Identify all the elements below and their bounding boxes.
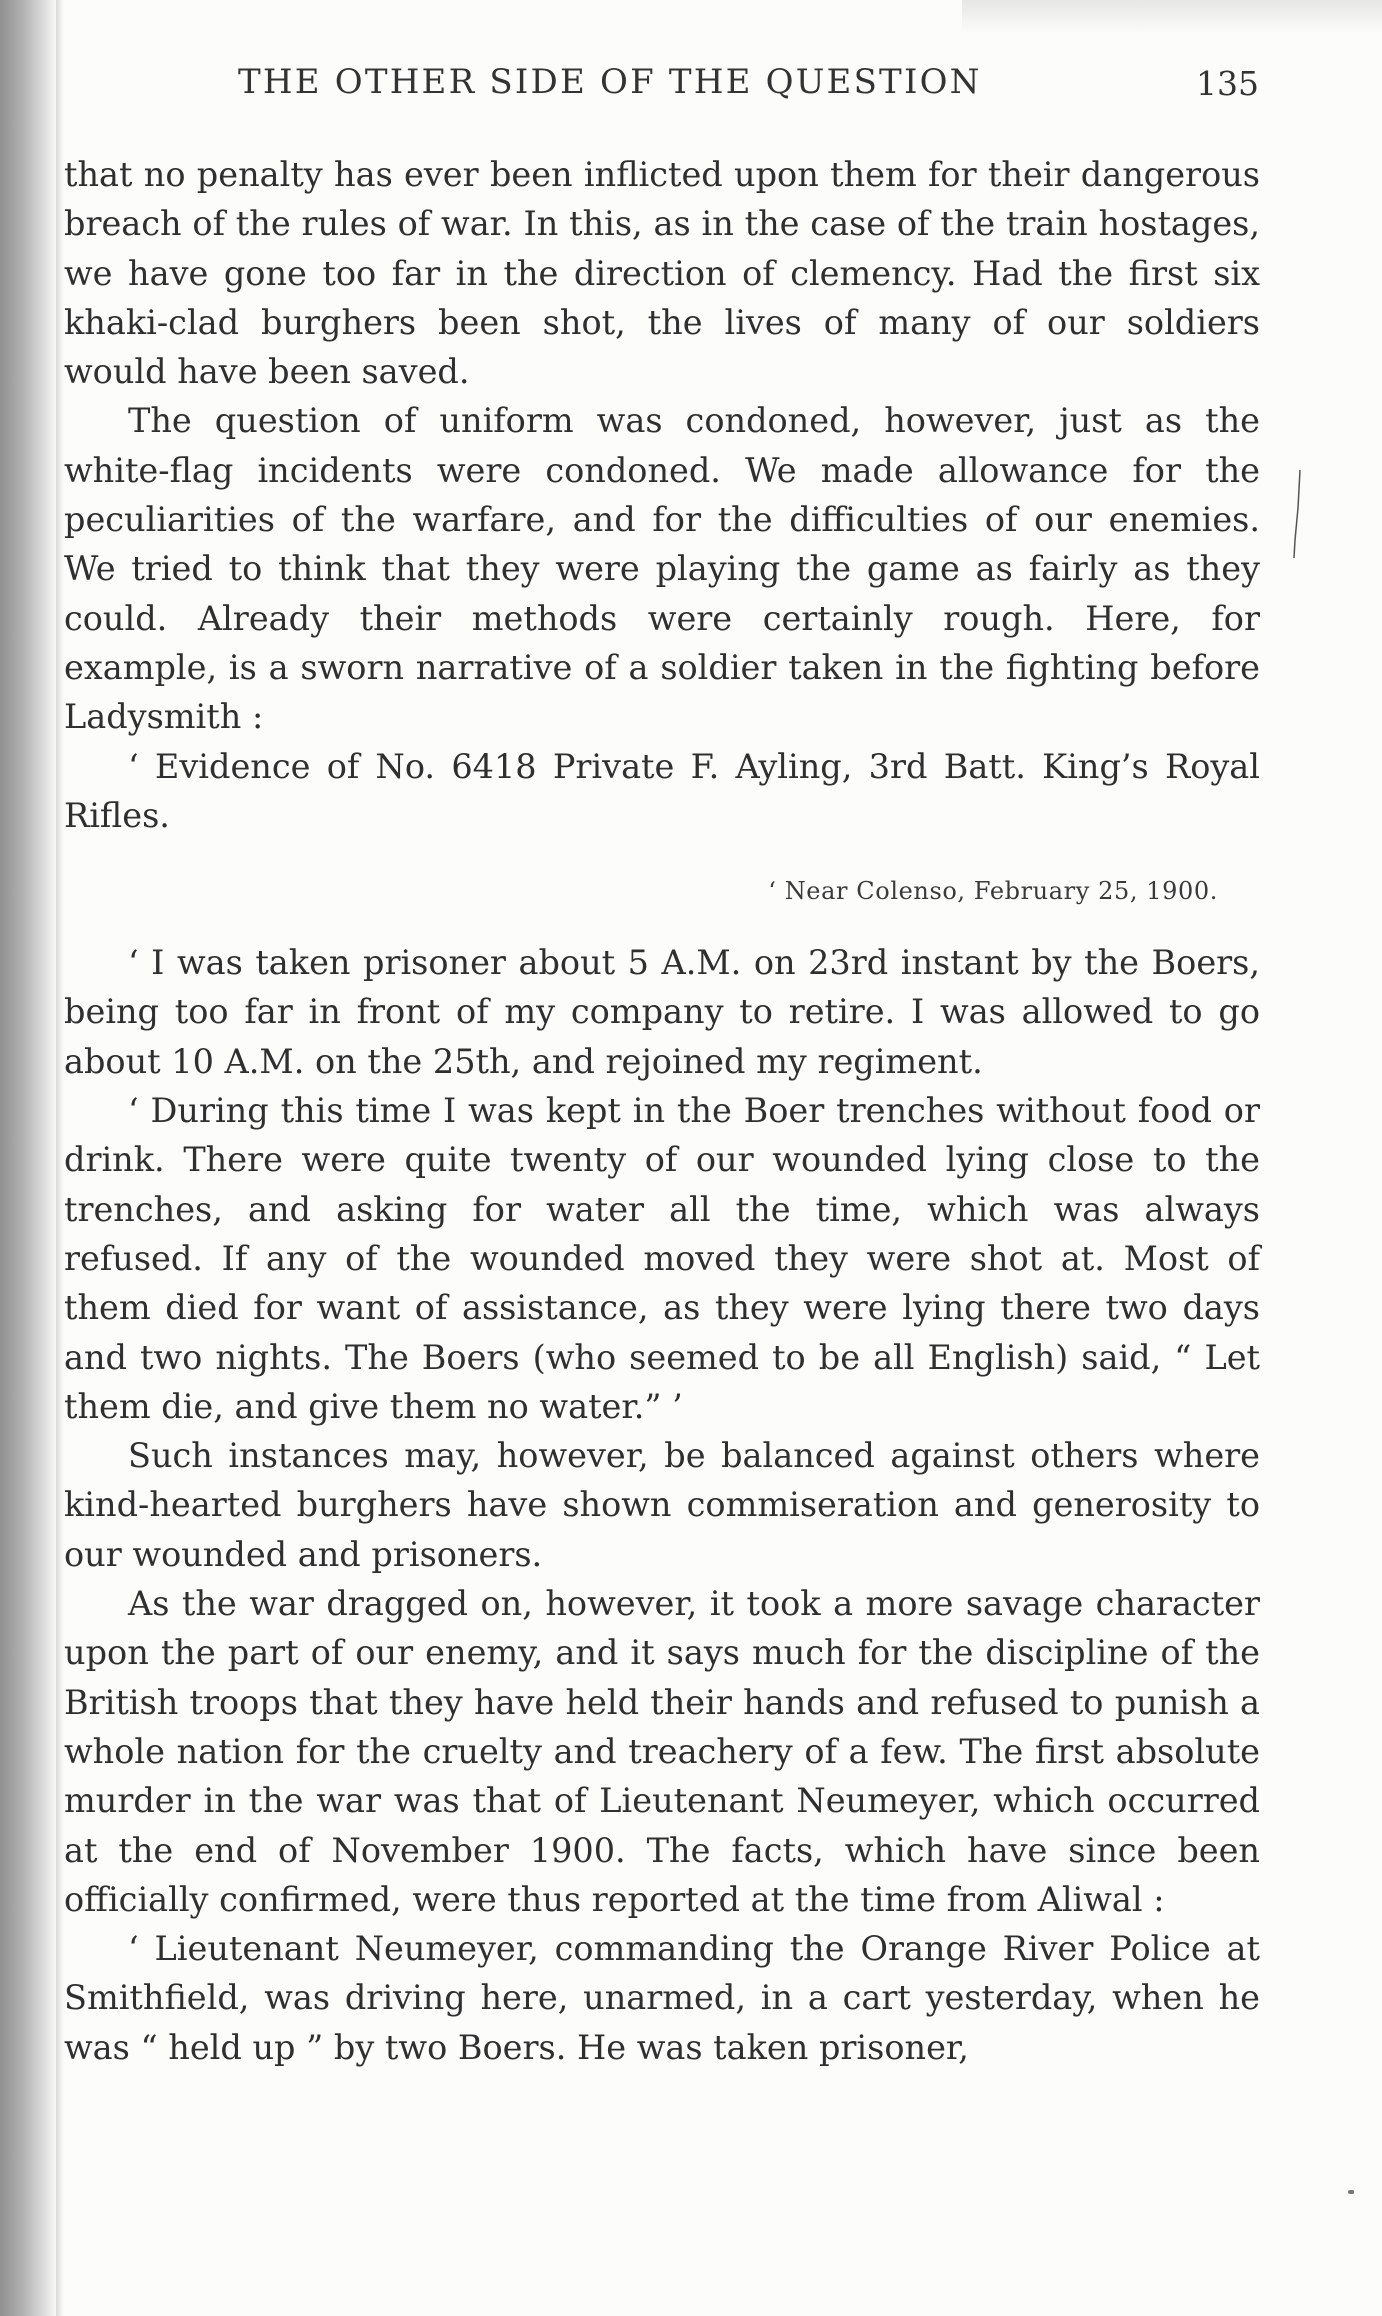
binding-gutter-shadow <box>0 0 58 2316</box>
gutter-edge-shadow <box>56 0 64 2316</box>
paragraph-continued: that no penalty has ever been inflicted upon them for their dangerous breach of the rules of war. In this, as in the case of the train hostages, we have gone too far in the direction of clemency. Had the first six khaki-clad burghers been shot, the lives of many of our soldiers would have been saved. <box>64 155 1260 392</box>
paragraph-quote-capture: ‘ I was taken prisoner about 5 A.M. on 23rd instant by the Boers, being too far in front of my company to retire. I was allowed to go about 10 A.M. on the 25th, and rejoined my regiment. <box>64 943 1260 1081</box>
paragraph-evidence-heading: ‘ Evidence of No. 6418 Private F. Ayling, 3rd Batt. King’s Royal Rifles. <box>64 746 1260 835</box>
running-title: THE OTHER SIDE OF THE QUESTION <box>238 62 982 102</box>
paragraph-uniform-question: The question of uniform was condoned, however, just as the white-flag incidents were condoned. We made allowance for the peculiarities of the warfare, and for the difficulties of our enemies. We tried to think that they were playing the game as fairly as they could. Already their methods were certainly rough. Here, for example, is a sworn narrative of a soldier taken in the fighting before Ladysmith : <box>64 401 1260 737</box>
running-head <box>0 62 1382 112</box>
text-body <box>64 150 1260 2072</box>
paragraph-war-dragged-on: As the war dragged on, however, it took a more savage character upon the part of our enemy, and it says much for the discipline of the British troops that they have held their hands and refused to punish a whole nation for the cruelty and treachery of a few. The first absolute murder in the war was that of Lieutenant Neumeyer, which occurred at the end of November 1900. The facts, which have since been officially confirmed, were thus reported at the time from Aliwal : <box>64 1584 1260 1919</box>
paragraph-quote-trenches: ‘ During this time I was kept in the Boer trenches without food or drink. There were quite twenty of our wounded lying close to the trenches, and asking for water all the time, which was always refused. If any of the wounded moved they were shot at. Most of them died for want of assistance, as they were lying there two days and two nights. The Boers (who seemed to be all English) said, “ Let them die, and give them no water.” ’ <box>64 1091 1260 1426</box>
scan-speck <box>1348 2190 1354 2194</box>
page-number: 135 <box>1196 64 1259 103</box>
quote-dateline: ‘ Near Colenso, February 25, 1900. <box>768 877 1218 906</box>
paragraph-balanced-instances: Such instances may, however, be balanced against others where kind-hearted burghers have shown commiseration and generosity to our wounded and prisoners. <box>64 1436 1260 1574</box>
paragraph-neumeyer-report: ‘ Lieutenant Neumeyer, commanding the Orange River Police at Smithfield, was driving here, unarmed, in a cart yesterday, when he was “ held up ” by two Boers. He was taken prisoner, <box>64 1929 1260 2067</box>
margin-pencil-mark <box>1292 468 1302 560</box>
scan-smudge <box>962 0 1382 34</box>
